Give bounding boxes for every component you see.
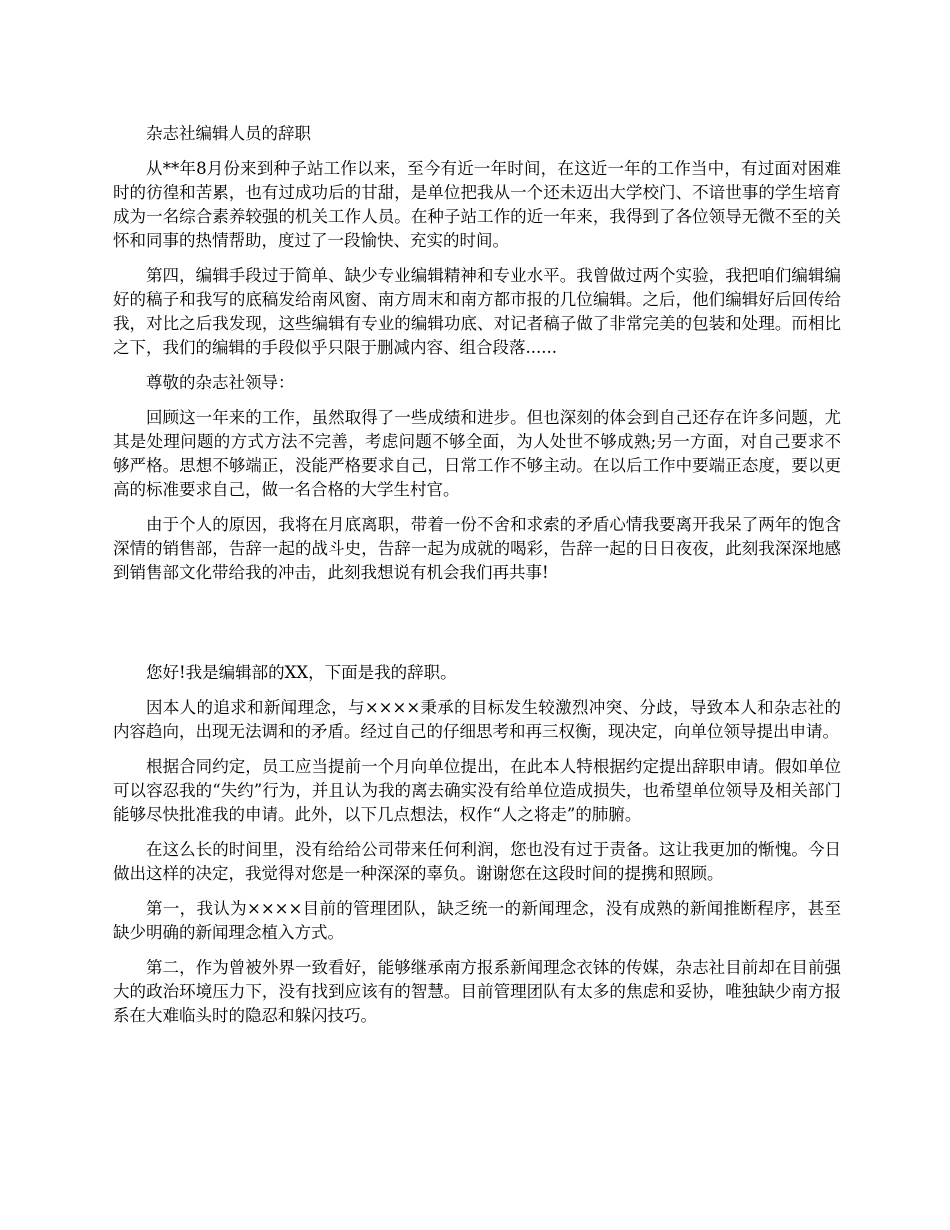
document-title: 杂志社编辑人员的辞职 bbox=[146, 124, 311, 143]
paragraph: 因本人的追求和新闻理念，与××××秉承的目标发生较激烈冲突、分歧，导致本人和杂志社的内容趋向，出现无法调和的矛盾。经过自己的仔细思考和再三权衡，现决定，向单位领导提出申请。 bbox=[113, 698, 841, 741]
paragraph: 根据合同约定，员工应当提前一个月向单位提出，在此本人特根据约定提出辞职申请。假如单位可以容忍我的“失约”行为，并且认为我的离去确实没有给单位造成损失，也希望单位领导及相关部门能够尽快批准我的申请。此外，以下几点想法，权作“人之将走”的肺腑。 bbox=[113, 757, 841, 824]
paragraph: 回顾这一年来的工作，虽然取得了一些成绩和进步。但也深刻的体会到自己还存在许多问题，尤其是处理问题的方式方法不完善，考虑问题不够全面，为人处世不够成熟;另一方面，对自己要求不够严格。思想不够端正，没能严格要求自己，日常工作不够主动。在以后工作中要端正态度，要以更高的标准要求自己，做一名合格的大学生村官。 bbox=[113, 408, 841, 499]
paragraph: 第二，作为曾被外界一致看好，能够继承南方报系新闻理念衣钵的传媒，杂志社目前却在目前强大的政治环境压力下，没有找到应该有的智慧。目前管理团队有太多的焦虑和妥协，唯独缺少南方报系在大难临头时的隐忍和躲闪技巧。 bbox=[113, 958, 841, 1025]
paragraph: 由于个人的原因，我将在月底离职，带着一份不舍和求索的矛盾心情我要离开我呆了两年的饱含深情的销售部，告辞一起的战斗史，告辞一起为成就的喝彩，告辞一起的日日夜夜，此刻我深深地感到销售部文化带给我的冲击，此刻我想说有机会我们再共事! bbox=[113, 515, 841, 582]
greeting: 您好!我是编辑部的XX，下面是我的辞职。 bbox=[146, 663, 457, 682]
salutation: 尊敬的杂志社领导： bbox=[146, 373, 295, 392]
paragraph: 第四，编辑手段过于简单、缺少专业编辑精神和专业水平。我曾做过两个实验，我把咱们编辑编好的稿子和我写的底稿发给南风窗、南方周末和南方都市报的几位编辑。之后，他们编辑好后回传给我，对比之后我发现，这些编辑有专业的编辑功底、对记者稿子做了非常完美的包装和处理。而相比之下，我们的编辑的手段似乎只限于删减内容、组合段落...... bbox=[113, 266, 841, 357]
paragraph: 第一，我认为××××目前的管理团队，缺乏统一的新闻理念，没有成熟的新闻推断程序，甚至缺少明确的新闻理念植入方式。 bbox=[113, 899, 841, 942]
paragraph: 从**年8月份来到种子站工作以来，至今有近一年时间，在这近一年的工作当中，有过面对困难时的彷徨和苦累，也有过成功后的甘甜，是单位把我从一个还未迈出大学校门、不谙世事的学生培育成为一名综合素养较强的机关工作人员。在种子站工作的近一年来，我得到了各位领导无微不至的关怀和同事的热情帮助，度过了一段愉快、充实的时间。 bbox=[113, 159, 841, 250]
paragraph: 在这么长的时间里，没有给给公司带来任何利润，您也没有过于责备。这让我更加的惭愧。今日做出这样的决定，我觉得对您是一种深深的辜负。谢谢您在这段时间的提携和照顾。 bbox=[113, 840, 841, 883]
document-page bbox=[113, 122, 841, 1028]
